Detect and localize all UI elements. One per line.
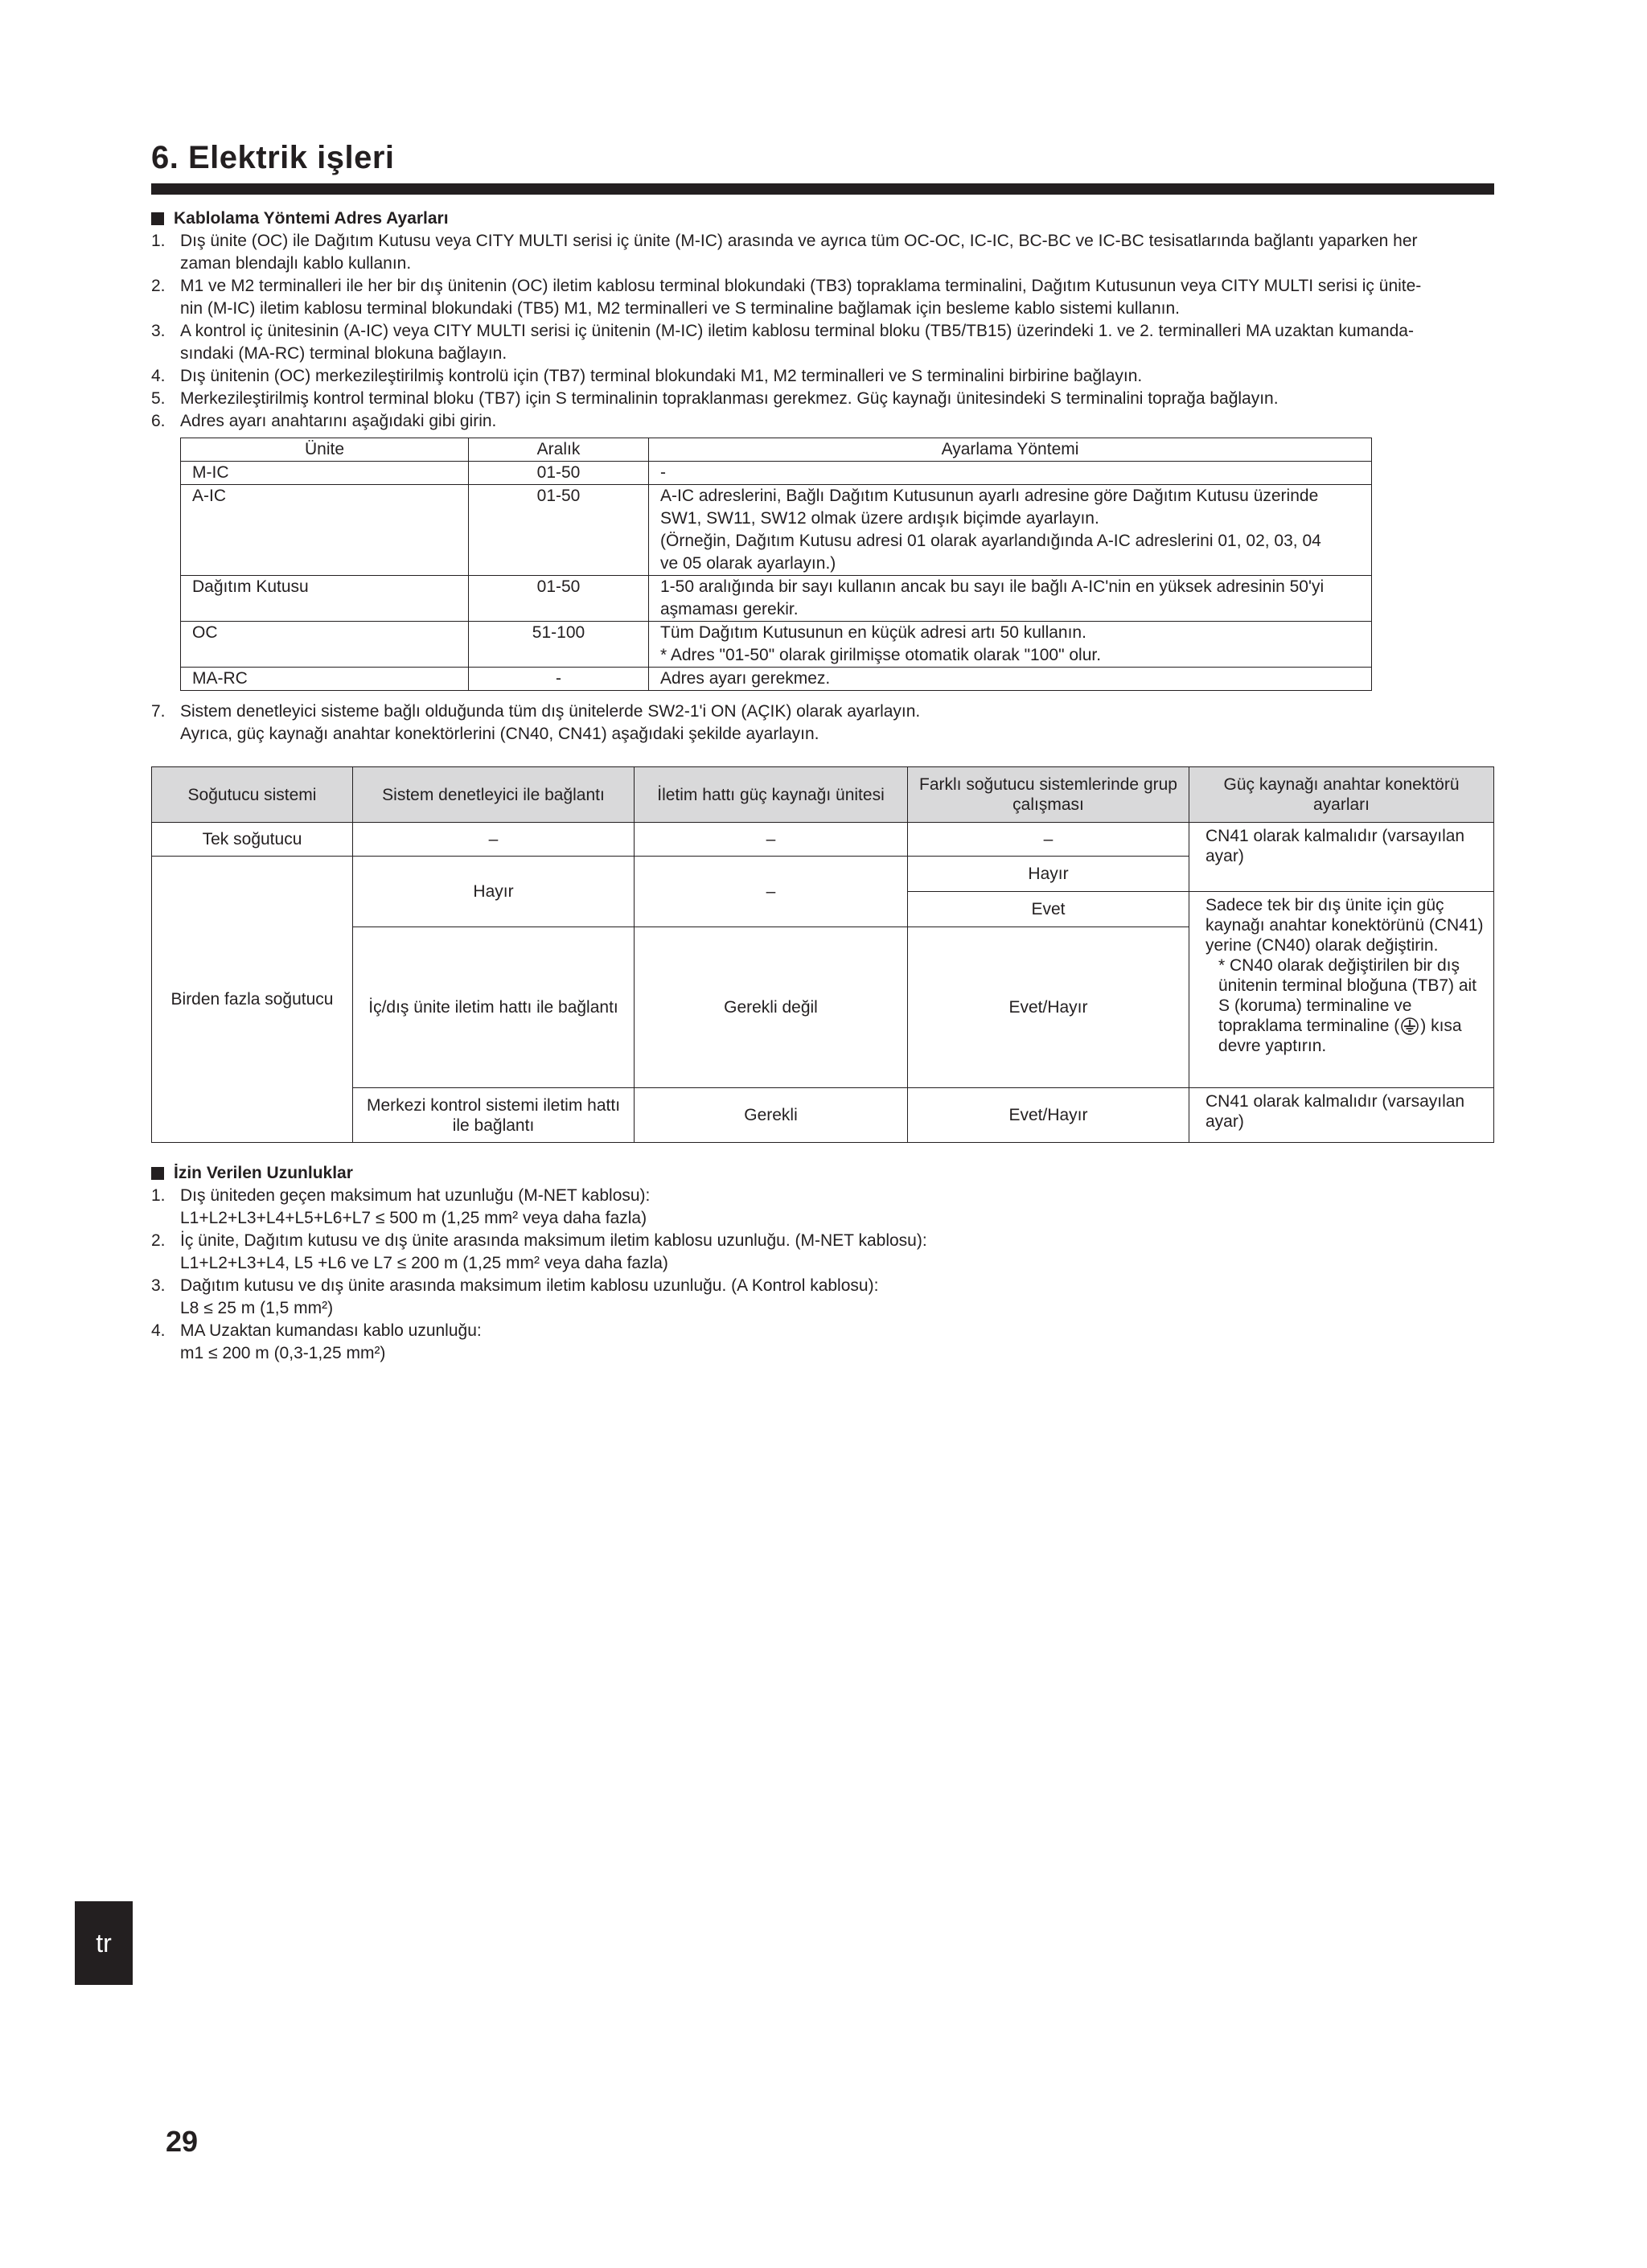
section-heading-lengths <box>151 1162 1494 1185</box>
method-line: 1-50 aralığında bir sayı kullanın ancak bu sayı ile bağlı A-IC'nin en yüksek adresinin 50'yi <box>660 577 1325 596</box>
table-row <box>152 1088 1494 1143</box>
method-line: - <box>660 463 666 482</box>
page-title: 6. Elektrik işleri <box>151 140 395 175</box>
item-number: 3. <box>151 1276 166 1295</box>
item-line: A kontrol iç ünitesinin (A-IC) veya CITY MULTI serisi iç ünitenin (M-IC) iletim kablosu terminal bloku (TB5/TB15) üzerindeki 1. ve 2. terminalleri MA uzaktan kumanda- <box>180 322 1414 340</box>
item-line: Ayrıca, güç kaynağı anahtar konektörlerini (CN40, CN41) aşağıdaki şekilde ayarlayın. <box>180 725 819 743</box>
item-number: 6. <box>151 412 166 430</box>
list-item <box>151 1185 1494 1230</box>
connector-settings-table <box>151 766 1494 1143</box>
change-note-star-end: ) kısa devre yaptırın. <box>1218 1017 1462 1055</box>
length-limits-list <box>151 1185 1494 1365</box>
item-line: zaman blendajlı kablo kullanın. <box>180 254 412 273</box>
item-number: 1. <box>151 1186 166 1205</box>
item-line: M1 ve M2 terminalleri ile her bir dış ünitenin (OC) iletim kablosu terminal blokundaki (TB3) topraklama terminalini, Dağıtım Kutusunun veya CITY MULTI serisi iç ünite- <box>180 277 1422 295</box>
table-row <box>181 576 1372 622</box>
column-header: Ünite <box>181 438 469 462</box>
column-header: Ayarlama Yöntemi <box>649 438 1372 462</box>
list-item <box>151 275 1494 320</box>
cell-method <box>649 462 1372 485</box>
table-row <box>181 462 1372 485</box>
cell-unit: M-IC <box>181 462 469 485</box>
item-line: L8 ≤ 25 m (1,5 mm²) <box>180 1299 334 1317</box>
cell-connector-setting <box>1189 892 1494 1088</box>
item-line: Dağıtım kutusu ve dış ünite arasında maksimum iletim kablosu uzunluğu. (A Kontrol kablosu): <box>180 1276 879 1295</box>
cell-method <box>649 622 1372 668</box>
cell-unit: OC <box>181 622 469 668</box>
content <box>151 207 1494 1365</box>
list-item <box>151 320 1494 365</box>
section-heading-text: İzin Verilen Uzunluklar <box>174 1164 353 1182</box>
cell-connector-setting: CN41 olarak kalmalıdır (varsayılan ayar) <box>1189 823 1494 892</box>
method-line: aşmaması gerekir. <box>660 600 799 618</box>
cell-method <box>649 485 1372 576</box>
cell-range: 01-50 <box>469 576 649 622</box>
cell-power-supply-unit: – <box>635 823 908 857</box>
table-row <box>181 485 1372 576</box>
section-heading-address <box>151 207 1494 230</box>
method-line: SW1, SW11, SW12 olmak üzere ardışık biçimde ayarlayın. <box>660 509 1099 528</box>
item-number: 5. <box>151 389 166 408</box>
item-number: 3. <box>151 322 166 340</box>
item-number: 4. <box>151 367 166 385</box>
table-row <box>152 823 1494 857</box>
list-item <box>151 230 1494 275</box>
cell-range: 01-50 <box>469 462 649 485</box>
cell-controller-connection: İç/dış ünite iletim hattı ile bağlantı <box>353 927 635 1088</box>
item-number: 4. <box>151 1321 166 1340</box>
item-number: 2. <box>151 1231 166 1250</box>
column-header: Güç kaynağı anahtar konektörü ayarları <box>1189 767 1494 823</box>
item-line: Dış ünitenin (OC) merkezileştirilmiş kontrolü için (TB7) terminal blokundaki M1, M2 terminalleri ve S terminalini birbirine bağlayın. <box>180 367 1143 385</box>
cell-power-supply-unit: – <box>635 857 908 927</box>
item-line: Dış üniteden geçen maksimum hat uzunluğu (M-NET kablosu): <box>180 1186 651 1205</box>
address-instructions-list <box>151 230 1494 433</box>
method-line: (Örneğin, Dağıtım Kutusu adresi 01 olarak ayarlandığında A-IC adreslerini 01, 02, 03, 04 <box>660 532 1321 550</box>
item-line: Adres ayarı anahtarını aşağıdaki gibi girin. <box>180 412 497 430</box>
item-line: nin (M-IC) iletim kablosu terminal blokundaki (TB5) M1, M2 terminalleri ve S terminaline bağlamak için besleme kablo sistemi kullanın. <box>180 299 1180 318</box>
cell-controller-connection: Hayır <box>353 857 635 927</box>
item-line: L1+L2+L3+L4+L5+L6+L7 ≤ 500 m (1,25 mm² veya daha fazla) <box>180 1209 647 1227</box>
column-header: Sistem denetleyici ile bağlantı <box>353 767 635 823</box>
item-line: m1 ≤ 200 m (0,3-1,25 mm²) <box>180 1344 386 1362</box>
column-header: Farklı soğutucu sistemlerinde grup çalışması <box>908 767 1189 823</box>
cell-range: 51-100 <box>469 622 649 668</box>
item-number: 7. <box>151 702 166 721</box>
cell-range: - <box>469 668 649 691</box>
cell-method <box>649 668 1372 691</box>
cell-group-operation: Evet/Hayır <box>908 1088 1189 1143</box>
item-line: MA Uzaktan kumandası kablo uzunluğu: <box>180 1321 482 1340</box>
method-line: ve 05 olarak ayarlayın.) <box>660 554 836 573</box>
item-line: L1+L2+L3+L4, L5 +L6 ve L7 ≤ 200 m (1,25 mm² veya daha fazla) <box>180 1254 668 1272</box>
table-row <box>181 622 1372 668</box>
list-item <box>151 701 1494 746</box>
cell-power-supply-unit: Gerekli <box>635 1088 908 1143</box>
cell-unit: A-IC <box>181 485 469 576</box>
cell-group-operation: Hayır <box>908 857 1189 892</box>
item-line: Merkezileştirilmiş kontrol terminal bloku (TB7) için S terminalinin topraklanması gerekmez. Güç kaynağı ünitesindeki S terminalini toprağa bağlayın. <box>180 389 1279 408</box>
item-number: 2. <box>151 277 166 295</box>
change-note-star-text: * CN40 olarak değiştirilen bir dış ünitenin terminal bloğuna (TB7) ait S (koruma) terminaline ve topraklama terminaline ( <box>1218 956 1477 1035</box>
item-line: Sistem denetleyici sisteme bağlı olduğunda tüm dış ünitelerde SW2-1'i ON (AÇIK) olarak ayarlayın. <box>180 702 921 721</box>
list-item <box>151 388 1494 410</box>
method-line: Adres ayarı gerekmez. <box>660 669 831 688</box>
cell-range: 01-50 <box>469 485 649 576</box>
change-note-star <box>1205 955 1485 1056</box>
cell-controller-connection: – <box>353 823 635 857</box>
cell-unit: MA-RC <box>181 668 469 691</box>
item-line: İç ünite, Dağıtım kutusu ve dış ünite arasında maksimum iletim kablosu uzunluğu. (M-NET kablosu): <box>180 1231 927 1250</box>
bullet-square-icon <box>151 1167 164 1180</box>
cell-connector-setting: CN41 olarak kalmalıdır (varsayılan ayar) <box>1189 1088 1494 1143</box>
language-tab: tr <box>75 1901 133 1985</box>
item-line: Dış ünite (OC) ile Dağıtım Kutusu veya CITY MULTI serisi iç ünite (M-IC) arasında ve ayrıca tüm OC-OC, IC-IC, BC-BC ve IC-BC tesisatlarında bağlantı yaparken her <box>180 232 1418 250</box>
column-header: Aralık <box>469 438 649 462</box>
page-number: 29 <box>166 2125 199 2158</box>
item-line: sındaki (MA-RC) terminal blokuna bağlayın. <box>180 344 507 363</box>
cell-group-operation: Evet <box>908 892 1189 927</box>
list-item <box>151 365 1494 388</box>
column-header: Soğutucu sistemi <box>152 767 353 823</box>
method-line: * Adres "01-50" olarak girilmişse otomatik olarak "100" olur. <box>660 646 1102 664</box>
method-line: Tüm Dağıtım Kutusunun en küçük adresi artı 50 kullanın. <box>660 623 1086 642</box>
cell-unit: Dağıtım Kutusu <box>181 576 469 622</box>
cell-group-operation: – <box>908 823 1189 857</box>
item-number: 1. <box>151 232 166 250</box>
column-header: İletim hattı güç kaynağı ünitesi <box>635 767 908 823</box>
method-line: A-IC adreslerini, Bağlı Dağıtım Kutusunun ayarlı adresine göre Dağıtım Kutusu üzerinde <box>660 487 1319 505</box>
bullet-square-icon <box>151 212 164 225</box>
address-table <box>180 438 1372 691</box>
table-header-row <box>152 767 1494 823</box>
list-item <box>151 1320 1494 1365</box>
list-item <box>151 410 1494 433</box>
title-rule <box>151 183 1494 195</box>
cell-refrigerant-system: Birden fazla soğutucu <box>152 857 353 1143</box>
cell-method <box>649 576 1372 622</box>
cell-power-supply-unit: Gerekli değil <box>635 927 908 1088</box>
list-item <box>151 1275 1494 1320</box>
cell-refrigerant-system: Tek soğutucu <box>152 823 353 857</box>
section-heading-text: Kablolama Yöntemi Adres Ayarları <box>174 209 449 228</box>
table-header-row <box>181 438 1372 462</box>
table-row <box>181 668 1372 691</box>
item-7 <box>151 701 1494 746</box>
cell-group-operation: Evet/Hayır <box>908 927 1189 1088</box>
earth-ground-icon <box>1399 1017 1420 1035</box>
change-note: Sadece tek bir dış ünite için güç kaynağı anahtar konektörünü (CN41) yerine (CN40) olarak değiştirin. <box>1205 896 1484 955</box>
list-item <box>151 1230 1494 1275</box>
cell-controller-connection: Merkezi kontrol sistemi iletim hattı ile bağlantı <box>353 1088 635 1143</box>
